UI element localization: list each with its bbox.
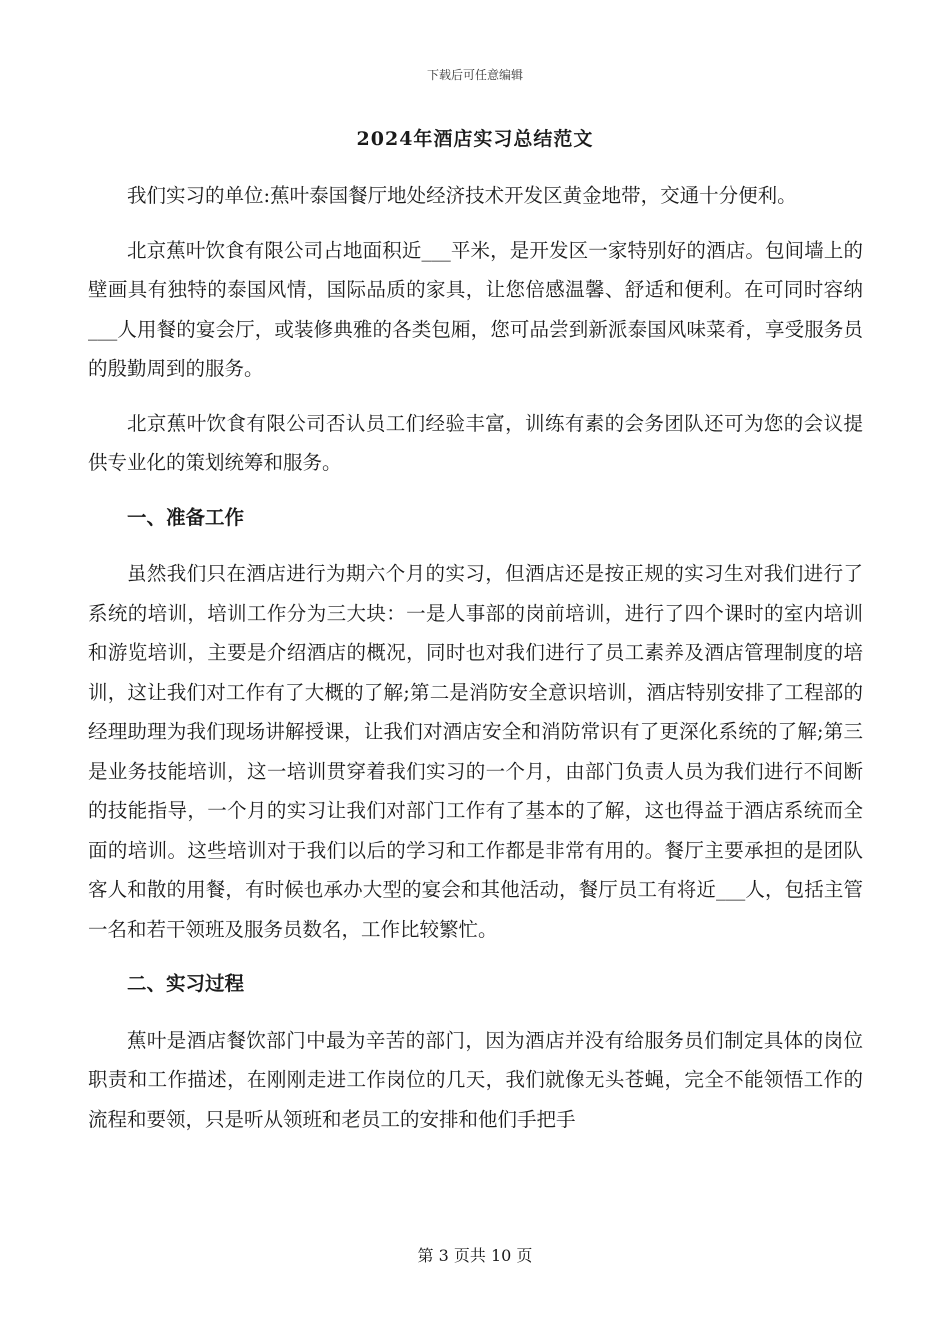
paragraph-process: 蕉叶是酒店餐饮部门中最为辛苦的部门，因为酒店并没有给服务员们制定具体的岗位职责和工作描述，在刚刚走进工作岗位的几天，我们就像无头苍蝇，完全不能领悟工作的流程和要领，只是听从领班和老员工的安排和他们手把手 bbox=[88, 1028, 863, 1131]
section-heading-preparation: 一、准备工作 bbox=[127, 505, 245, 529]
document-body bbox=[88, 176, 863, 1154]
document-title: 2024年酒店实习总结范文 bbox=[356, 128, 594, 150]
header-note: 下载后可任意编辑 bbox=[426, 68, 523, 82]
section-heading-process: 二、实习过程 bbox=[127, 972, 245, 995]
paragraph-team: 北京蕉叶饮食有限公司否认员工们经验丰富，训练有素的会务团队还可为您的会议提供专业化的策划统筹和服务。 bbox=[88, 411, 863, 474]
paragraph-intro: 我们实习的单位:蕉叶泰国餐厅地处经济技术开发区黄金地带，交通十分便利。 bbox=[127, 184, 797, 207]
paragraph-preparation: 虽然我们只在酒店进行为期六个月的实习，但酒店还是按正规的实习生对我们进行了系统的培训，培训工作分为三大块：一是人事部的岗前培训，进行了四个课时的室内培训和游览培训，主要是介绍酒店的概况，同时也对我们进行了员工素养及酒店管理制度的培训，这让我们对工作有了大概的了解;第二是消防安全意识培训，酒店特别安排了工程部的经理助理为我们现场讲解授课，让我们对酒店安全和消防常识有了更深化系统的了解;第三是业务技能培训，这一培训贯穿着我们实习的一个月，由部门负责人员为我们进行不间断的技能指导，一个月的实习让我们对部门工作有了基本的了解，这也得益于酒店系统而全面的培训。这些培训对于我们以后的学习和工作都是非常有用的。餐厅主要承担的是团队客人和散的用餐，有时候也承办大型的宴会和其他活动，餐厅员工有将近___人，包括主管一名和若干领班及服务员数名，工作比较繁忙。 bbox=[88, 562, 863, 941]
page-footer: 第 3 页共 10 页 bbox=[417, 1246, 533, 1265]
paragraph-company: 北京蕉叶饮食有限公司占地面积近___平米，是开发区一家特别好的酒店。包间墙上的壁画具有独特的泰国风情，国际品质的家具，让您倍感温馨、舒适和便利。在可同时容纳___人用餐的宴会厅，或装修典雅的各类包厢，您可品尝到新派泰国风味菜肴，享受服务员的殷勤周到的服务。 bbox=[88, 238, 863, 380]
